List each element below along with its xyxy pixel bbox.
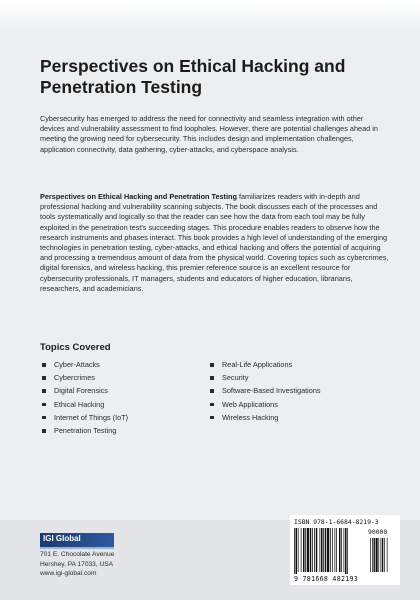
bullet-icon [42,416,46,420]
description-paragraph-1: Cybersecurity has emerged to address the need for connectivity and seamless integration with other devices and vulnerability assessment to find loopholes. However, there are potential challenges ahead in meeting the growing need for cybersecurity. This includes design and implementation challenges, application connectivity, data gathering, cyber-attacks, and cyberspace analysis. [40,114,378,154]
topic-item [208,358,321,371]
price-barcode-bar [376,538,378,572]
barcode-number: 9 781668 482193 [294,575,359,583]
price-barcode-bar [381,538,382,572]
barcode-bar [345,528,347,574]
publisher-website: www.igi-global.com [40,570,97,578]
price-barcode-bar [382,538,383,572]
barcode-bar [321,528,323,572]
address-line-1: 701 E. Chocolate Avenue [40,551,115,558]
bullet-icon [42,429,46,433]
topic-item [40,358,128,371]
barcode-bar [310,528,312,572]
barcode-bar [298,528,299,572]
barcode-bar [314,528,315,572]
topic-item [208,411,321,424]
barcode-bar [305,528,306,572]
bullet-icon [210,389,214,393]
barcode-bar [320,528,321,572]
barcode-bar [296,528,298,574]
barcode-bar [303,528,305,572]
topic-label: Penetration Testing [54,426,117,436]
topics-list-right [208,358,321,424]
topic-label: Digital Forensics [54,386,108,396]
barcode-bar [325,528,327,572]
topics-heading: Topics Covered [40,342,111,353]
topic-item [208,371,321,384]
barcode-bar [327,528,329,572]
topic-label: Wireless Hacking [222,412,279,422]
isbn-label: ISBN 978-1-6684-8219-3 [294,518,379,526]
topic-item [40,424,128,437]
topic-item [40,371,128,384]
publisher-logo-tagline-bar [40,547,114,549]
barcode-bar [344,528,345,572]
topic-label: Ethical Hacking [54,399,105,409]
barcode-bar [294,528,295,574]
publisher-logo: IGI Global [40,533,114,547]
barcode-bar [323,528,324,572]
barcode-bar [335,528,336,572]
bullet-icon [210,376,214,380]
bullet-icon [42,376,46,380]
price-barcode-bar [378,538,379,572]
topic-label: Cybercrimes [54,373,95,383]
description-paragraph-2 [40,192,390,294]
price-barcode-bar [384,538,385,572]
barcode-bar [341,528,342,572]
topic-label: Cyber-Attacks [54,360,100,369]
topic-label: Internet of Things (IoT) [54,412,129,422]
price-barcode-bar [374,538,375,572]
barcode-bar [336,528,337,572]
description-paragraph-2-text: familiarizes readers with in-depth and professional hacking and vulnerability scanning subjects. The book discusses each of the processes and tools systematically and logically so that the reader can see how the data from each tool may be fully exploited in the penetration test's succeeding stages. This procedure enables readers to observe how the research instruments and phases interact. This book provides a high level of understanding of the emerging technologies in penetration testing, cyber-attacks, and ethical hacking and offers the potential of acquiring and processing a tremendous amount of data from the physical world. Covering topics such as cybercrimes, digital forensics, and wireless hacking, this premier reference source is an excellent resource for cybersecurity professionals, IT managers, students and educators of higher education, librarians, researchers, and academicians. [40,192,389,293]
barcode-panel [290,515,400,585]
topic-item [40,411,128,424]
book-title: Perspectives on Ethical Hacking and Penetration Testing [40,56,346,97]
bullet-icon [42,363,46,367]
topic-item [208,398,321,411]
barcode-bar [316,528,318,572]
barcode-bar [332,528,333,572]
topic-label: Real-Life Applications [222,360,293,369]
barcode-bar [330,528,331,572]
topic-item [40,384,128,397]
top-band [0,0,420,30]
topic-label: Security [222,373,249,383]
price-code: 90000 [368,528,388,536]
topic-label: Software-Based Investigations [222,386,321,396]
barcode-bar [312,528,313,572]
address-line-2: Hershey, PA 17033, USA [40,560,114,568]
bullet-icon [210,416,214,420]
price-barcode-bar [387,538,388,572]
barcode-bar [301,528,302,572]
barcode-bar [347,528,348,574]
bullet-icon [42,389,46,393]
book-title-inline: Perspectives on Ethical Hacking and Penetration Testing [40,192,237,201]
bullet-icon [210,363,214,367]
topic-item [208,384,321,397]
barcode-bar [339,528,341,572]
price-barcode-bar [370,538,371,572]
topic-label: Web Applications [222,399,278,409]
publisher-address [40,550,114,579]
topic-item [40,398,128,411]
barcode-bar [307,528,309,572]
topics-list-left [40,358,128,437]
bullet-icon [210,403,214,407]
price-barcode-bar [372,538,373,572]
bullet-icon [42,403,46,407]
